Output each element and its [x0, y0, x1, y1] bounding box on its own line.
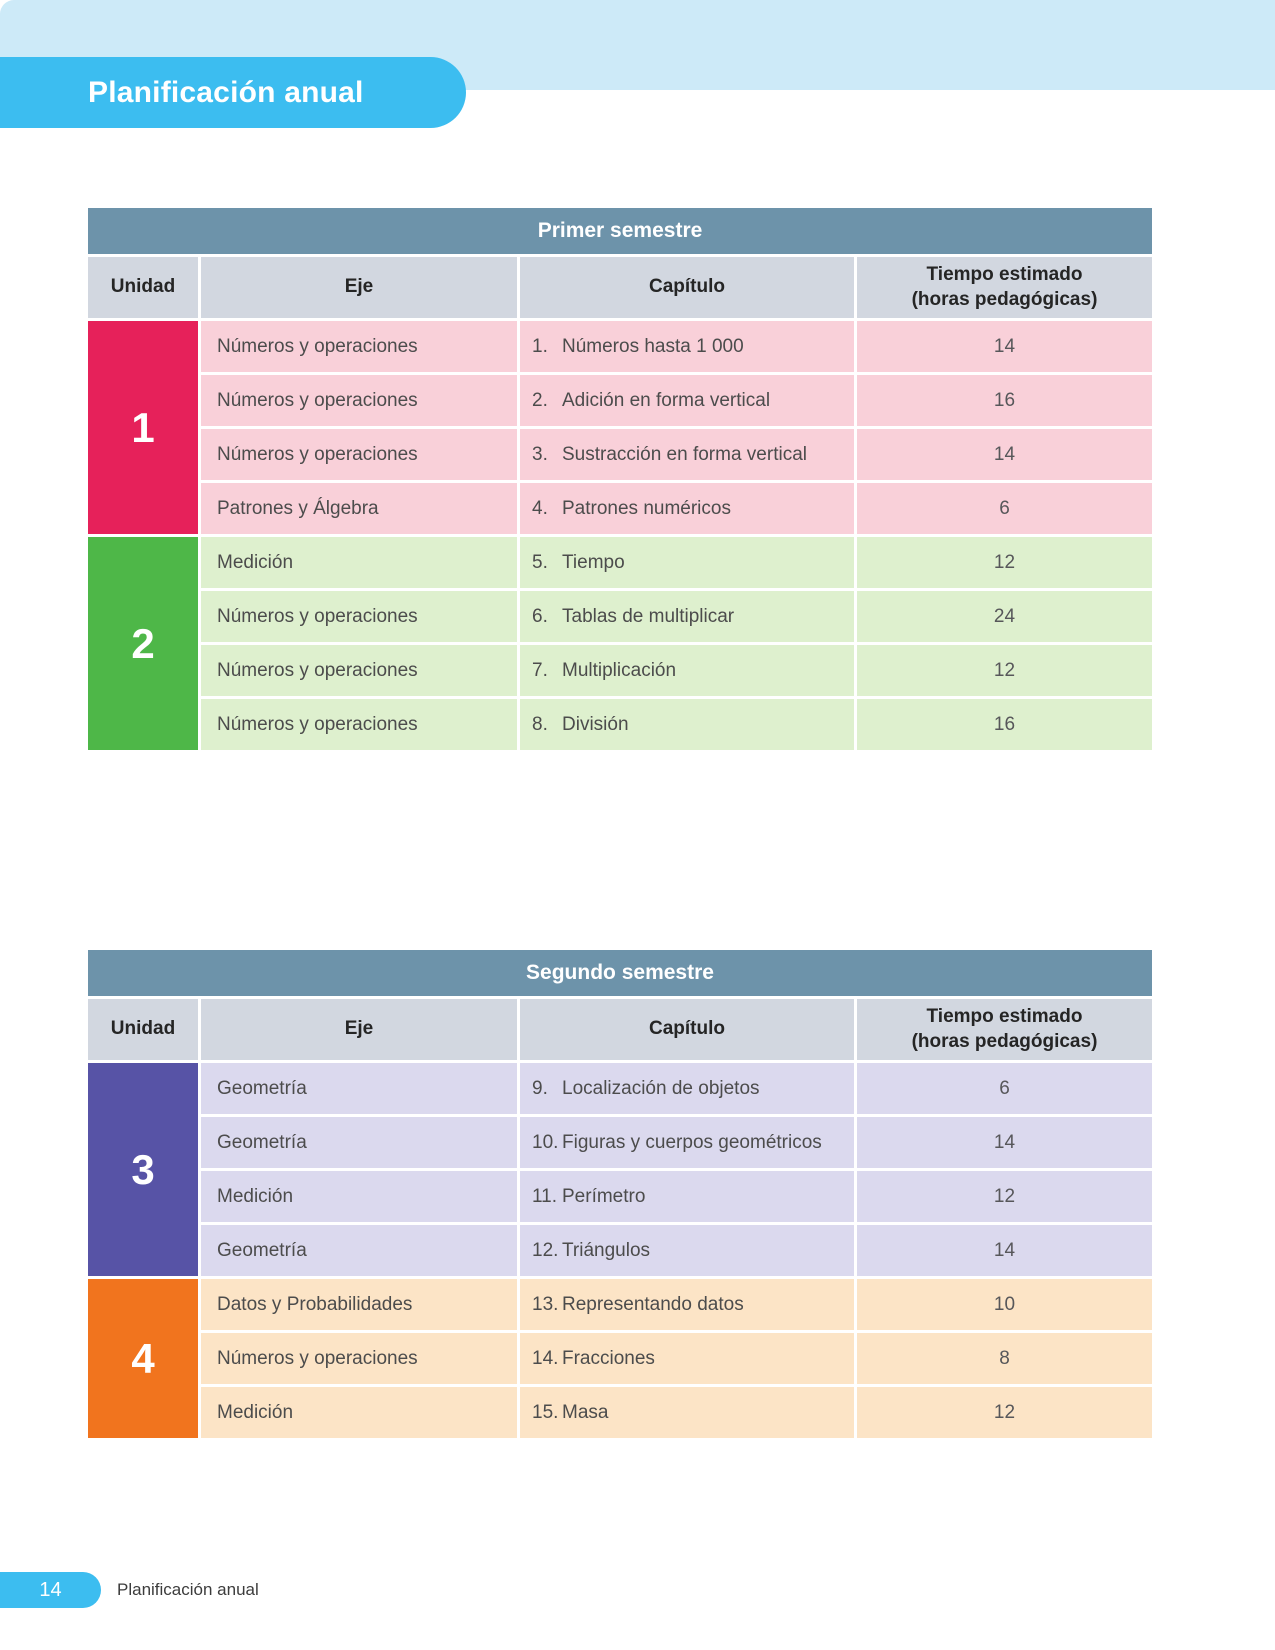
eje-cell: Geometría [201, 1063, 517, 1114]
col-header-unidad: Unidad [88, 999, 198, 1060]
chapter-number: 10. [532, 1131, 559, 1153]
chapter-cell [520, 483, 854, 534]
chapter-title: Representando datos [562, 1293, 744, 1315]
page-banner [0, 57, 466, 128]
chapter-title: Figuras y cuerpos geométricos [562, 1131, 822, 1153]
table-title: Segundo semestre [88, 950, 1152, 996]
col-header-capitulo: Capítulo [520, 999, 854, 1060]
chapter-number: 5. [532, 551, 548, 573]
chapter-number: 13. [532, 1293, 559, 1315]
eje-cell: Números y operaciones [201, 699, 517, 750]
unit-number-badge: 4 [88, 1279, 198, 1438]
col-header-eje: Eje [201, 999, 517, 1060]
chapter-title: División [562, 713, 629, 735]
chapter-cell [520, 1063, 854, 1114]
col-header-tiempo-line2: (horas pedagógicas) [911, 288, 1098, 310]
table-header-row [88, 999, 1152, 1060]
chapter-cell [520, 537, 854, 588]
hours-cell: 14 [857, 429, 1152, 480]
chapter-cell [520, 699, 854, 750]
col-header-eje: Eje [201, 257, 517, 318]
chapter-number: 6. [532, 605, 548, 627]
hours-cell: 24 [857, 591, 1152, 642]
eje-cell: Patrones y Álgebra [201, 483, 517, 534]
col-header-tiempo-line1: Tiempo estimado [926, 263, 1083, 285]
hours-cell: 14 [857, 321, 1152, 372]
chapter-number: 2. [532, 389, 548, 411]
hours-cell: 6 [857, 1063, 1152, 1114]
chapter-cell [520, 321, 854, 372]
eje-cell: Geometría [201, 1117, 517, 1168]
chapter-number: 12. [532, 1239, 559, 1261]
table-primer-semestre [88, 208, 1152, 750]
unit-number-badge: 1 [88, 321, 198, 534]
chapter-cell [520, 645, 854, 696]
chapter-title: Perímetro [562, 1185, 646, 1207]
hours-cell: 12 [857, 1171, 1152, 1222]
table-segundo-semestre [88, 950, 1152, 1438]
chapter-cell [520, 1225, 854, 1276]
chapter-cell [520, 429, 854, 480]
col-header-tiempo [857, 999, 1152, 1060]
chapter-number: 3. [532, 443, 548, 465]
chapter-number: 1. [532, 335, 548, 357]
page-banner-title: Planificación anual [88, 75, 364, 109]
chapter-cell [520, 591, 854, 642]
footer-section-label: Planificación anual [117, 1580, 259, 1599]
chapter-title: Patrones numéricos [562, 497, 731, 519]
chapter-title: Fracciones [562, 1347, 655, 1369]
chapter-cell [520, 1333, 854, 1384]
chapter-cell [520, 1171, 854, 1222]
chapter-number: 15. [532, 1401, 559, 1423]
chapter-cell [520, 1387, 854, 1438]
eje-cell: Números y operaciones [201, 645, 517, 696]
hours-cell: 14 [857, 1117, 1152, 1168]
chapter-number: 8. [532, 713, 548, 735]
unit-number-badge: 3 [88, 1063, 198, 1276]
eje-cell: Números y operaciones [201, 591, 517, 642]
eje-cell: Medición [201, 1171, 517, 1222]
chapter-cell [520, 375, 854, 426]
chapter-title: Tablas de multiplicar [562, 605, 735, 627]
col-header-tiempo-line1: Tiempo estimado [926, 1005, 1083, 1027]
eje-cell: Números y operaciones [201, 1333, 517, 1384]
col-header-unidad: Unidad [88, 257, 198, 318]
chapter-number: 11. [532, 1185, 558, 1207]
chapter-number: 14. [532, 1347, 559, 1369]
eje-cell: Números y operaciones [201, 321, 517, 372]
chapter-title: Triángulos [562, 1239, 651, 1261]
hours-cell: 16 [857, 699, 1152, 750]
eje-cell: Geometría [201, 1225, 517, 1276]
chapter-title: Masa [562, 1401, 609, 1423]
table-title: Primer semestre [88, 208, 1152, 254]
hours-cell: 12 [857, 537, 1152, 588]
eje-cell: Datos y Probabilidades [201, 1279, 517, 1330]
table-body [88, 1063, 1152, 1438]
chapter-number: 7. [532, 659, 548, 681]
chapter-title: Adición en forma vertical [562, 389, 771, 411]
table-header-row [88, 257, 1152, 318]
col-header-tiempo-line2: (horas pedagógicas) [911, 1030, 1098, 1052]
chapter-title: Tiempo [562, 551, 625, 573]
eje-cell: Medición [201, 537, 517, 588]
chapter-number: 9. [532, 1077, 548, 1099]
hours-cell: 6 [857, 483, 1152, 534]
hours-cell: 12 [857, 1387, 1152, 1438]
hours-cell: 16 [857, 375, 1152, 426]
chapter-number: 4. [532, 497, 548, 519]
col-header-capitulo: Capítulo [520, 257, 854, 318]
eje-cell: Números y operaciones [201, 375, 517, 426]
col-header-tiempo [857, 257, 1152, 318]
eje-cell: Medición [201, 1387, 517, 1438]
hours-cell: 10 [857, 1279, 1152, 1330]
chapter-cell [520, 1279, 854, 1330]
chapter-title: Multiplicación [562, 659, 677, 681]
hours-cell: 12 [857, 645, 1152, 696]
eje-cell: Números y operaciones [201, 429, 517, 480]
chapter-title: Localización de objetos [562, 1077, 760, 1099]
hours-cell: 8 [857, 1333, 1152, 1384]
chapter-cell [520, 1117, 854, 1168]
page-number-pill: 14 [0, 1572, 101, 1608]
chapter-title: Sustracción en forma vertical [562, 443, 807, 465]
unit-number-badge: 2 [88, 537, 198, 750]
table-body [88, 321, 1152, 750]
hours-cell: 14 [857, 1225, 1152, 1276]
chapter-title: Números hasta 1 000 [562, 335, 744, 357]
